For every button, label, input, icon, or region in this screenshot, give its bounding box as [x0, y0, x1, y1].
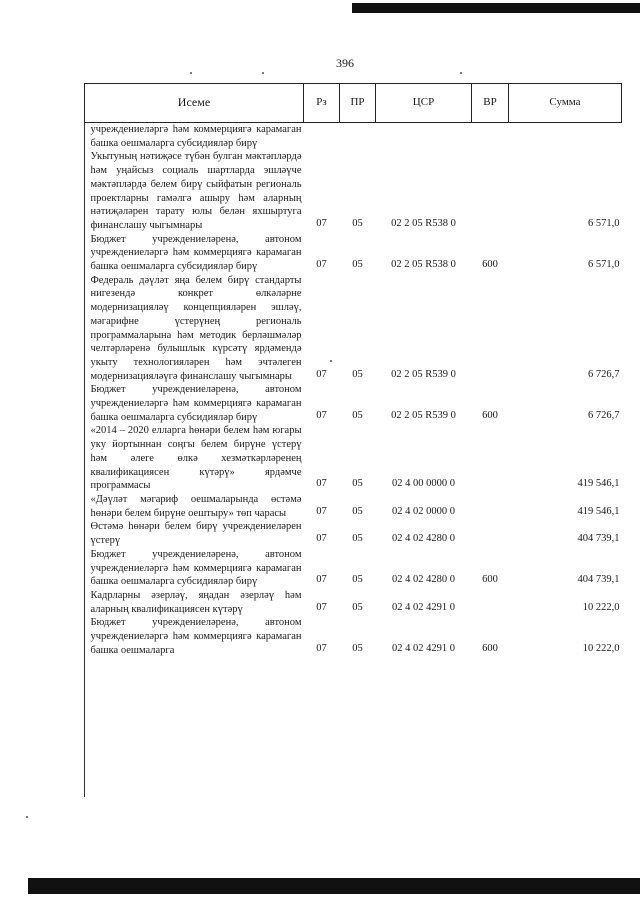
page-number: 396 [336, 56, 354, 70]
cell-vr [472, 274, 509, 384]
header-sum: Сумма [509, 84, 622, 123]
table-row [85, 123, 622, 151]
table-row [85, 233, 622, 274]
table-row [85, 274, 622, 384]
cell-name: «2014 – 2020 елларга һөнәри белем һәм югары уку йортыннан соңгы белем бирүне үстерү һәм әлеге өлкә хезмәткәрләренең квалификациясен күтәрү» ярдәмче программасы [90, 425, 302, 492]
table-row [85, 424, 622, 493]
cell-pr: 05 [352, 601, 363, 613]
cell-rz: 07 [316, 217, 327, 229]
cell-pr: 05 [352, 368, 363, 380]
cell-pr: 05 [352, 574, 363, 586]
cell-vr [472, 493, 509, 520]
budget-table [84, 83, 622, 657]
scan-speck [26, 816, 28, 818]
cell-vr [472, 520, 509, 547]
cell-vr [472, 150, 509, 232]
cell-rz: 07 [316, 368, 327, 380]
header-csr: ЦСР [376, 84, 472, 123]
cell-name: Бюджет учреждениеләренә, автоном учреждениеләргә һәм коммерциягә карамаган башка оешмаларга субсидияләр бирү [90, 548, 302, 588]
cell-pr [340, 123, 376, 151]
cell-pr: 05 [352, 642, 363, 654]
cell-pr: 05 [352, 478, 363, 490]
cell-csr: 02 2 05 R538 0 [391, 217, 456, 229]
cell-sum: 6 571,0 [588, 217, 620, 229]
cell-csr: 02 2 05 R538 0 [391, 259, 456, 271]
cell-csr: 02 4 00 0000 0 [392, 478, 455, 490]
cell-name: Өстәмә һөнәри белем бирү учреждениеләрен үстерү [90, 521, 302, 547]
cell-csr: 02 2 05 R539 0 [391, 368, 456, 380]
cell-sum: 6 726,7 [588, 368, 620, 380]
scan-edge-top [352, 3, 640, 13]
cell-name: Бюджет учреждениеләренә, автоном учреждениеләргә һәм коммерциягә карамаган башка оешмаларга [90, 617, 302, 656]
cell-sum: 6 571,0 [588, 259, 620, 271]
cell-vr: 600 [482, 409, 498, 421]
cell-sum: 10 222,0 [582, 642, 620, 654]
cell-sum: 419 546,1 [577, 478, 620, 490]
table-row [85, 383, 622, 424]
scan-edge-bottom [28, 878, 640, 894]
cell-vr [472, 123, 509, 151]
header-vr: ВР [472, 84, 509, 123]
cell-name: Кадрларны әзерләү, яңадан әзерләү һәм аларның квалификациясен күтәрү [90, 589, 302, 615]
table-row [85, 548, 622, 589]
cell-vr: 600 [482, 259, 498, 271]
cell-sum [509, 123, 622, 151]
table-row [85, 150, 622, 232]
header-name: Исеме [85, 84, 304, 123]
cell-sum: 6 726,7 [588, 409, 620, 421]
scan-speck [460, 72, 462, 74]
cell-csr: 02 4 02 4291 0 [392, 642, 455, 654]
cell-rz: 07 [316, 505, 327, 517]
table-row [85, 616, 622, 657]
header-pr: ПР [340, 84, 376, 123]
cell-rz: 07 [316, 574, 327, 586]
cell-name: Федераль дәүләт яңа белем бирү стандарты нигезендә конкрет өлкәләрне модернизацияләү концепцияләрен эшләү, мәгарифне үстерүнең региональ программаларына һәм методик берләшмәләр челтәрләренә булышлык күрсәтү ярдәмендә укыту технологияләрен һәм эчтәлеген модернизацияләүгә финанслашу чыгымнары [90, 274, 302, 382]
cell-rz: 07 [316, 533, 327, 545]
scan-speck [190, 72, 192, 74]
table-header-row [85, 84, 622, 123]
table-row [85, 520, 622, 547]
cell-sum: 404 739,1 [577, 574, 620, 586]
cell-csr [376, 123, 472, 151]
cell-pr: 05 [352, 505, 363, 517]
table-row [85, 493, 622, 520]
cell-name: Бюджет учреждениеләренә, автоном учреждениеләргә һәм коммерциягә карамаган башка оешмаларга субсидияләр бирү [90, 384, 302, 423]
cell-vr: 600 [482, 574, 498, 586]
cell-pr: 05 [352, 217, 363, 229]
cell-name: Бюджет учреждениеләренә, автоном учреждениеләргә һәм коммерциягә карамаган башка оешмаларга субсидияләр бирү [90, 233, 302, 273]
cell-rz [304, 123, 340, 151]
cell-csr: 02 4 02 4291 0 [392, 601, 455, 613]
cell-vr: 600 [482, 642, 498, 654]
cell-rz: 07 [316, 409, 327, 421]
cell-rz: 07 [316, 259, 327, 271]
cell-name: Укытуның нәтиҗәсе түбән булган мәктәпләрдә һәм уңайсыз социаль шартларда эшләүче мәктәпләрдә белем бирү сыйфатын региональ проектларны гамәлгә ашыру һәм аларның нәтиҗәләрен тарату юлы белән яхшыртуга финанслашу чыгымнары [90, 151, 302, 231]
cell-csr: 02 4 02 0000 0 [392, 505, 455, 517]
table-row [85, 589, 622, 616]
cell-name: «Дәүләт мәгариф оешмаларында өстәмә һөнәри белем бирүне оештыру» төп чарасы [90, 493, 302, 519]
cell-sum: 419 546,1 [577, 505, 620, 517]
cell-rz: 07 [316, 642, 327, 654]
cell-sum: 10 222,0 [582, 601, 620, 613]
cell-vr [472, 424, 509, 493]
scan-speck [262, 72, 264, 74]
cell-rz: 07 [316, 478, 327, 490]
cell-csr: 02 4 02 4280 0 [392, 574, 455, 586]
cell-vr [472, 589, 509, 616]
cell-pr: 05 [352, 259, 363, 271]
cell-csr: 02 2 05 R539 0 [391, 409, 456, 421]
cell-csr: 02 4 02 4280 0 [392, 533, 455, 545]
cell-pr: 05 [352, 533, 363, 545]
header-rz: Рз [304, 84, 340, 123]
cell-pr: 05 [352, 409, 363, 421]
cell-sum: 404 739,1 [577, 533, 620, 545]
cell-rz: 07 [316, 601, 327, 613]
cell-name: учреждениеләргә һәм коммерциягә карамаган башка оешмаларга субсидияләр бирү [90, 124, 302, 149]
